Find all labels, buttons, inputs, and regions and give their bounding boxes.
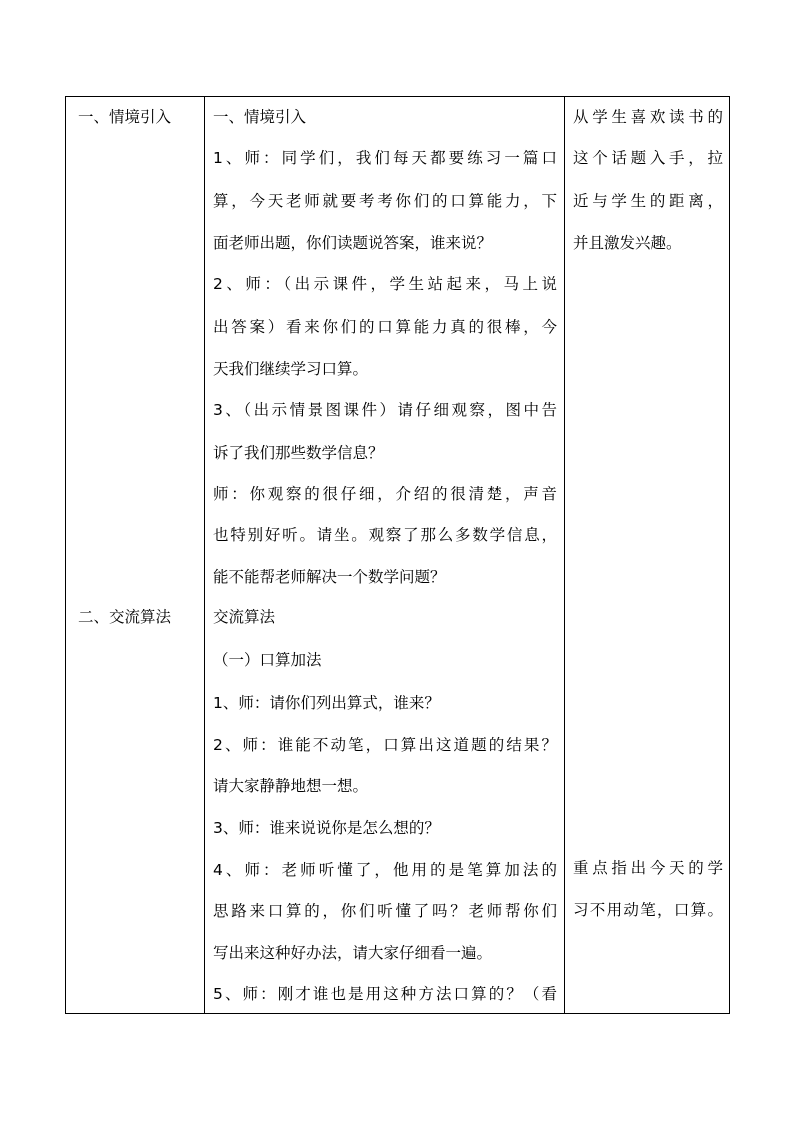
process-line: 请大家静静地想一想。 bbox=[213, 777, 369, 795]
section-label-exchange: 二、交流算法 bbox=[78, 608, 172, 626]
process-line: 诉了我们那些数学信息？ bbox=[213, 444, 384, 462]
process-line: 5、师：刚才谁也是用这种方法口算的？（看 bbox=[213, 985, 557, 1003]
process-line: 交流算法 bbox=[213, 608, 276, 626]
lesson-plan-table bbox=[65, 96, 730, 1014]
section-label-intro: 一、情境引入 bbox=[78, 108, 172, 126]
process-line: （一）口算加法 bbox=[213, 651, 322, 669]
intent-line: 并且激发兴趣。 bbox=[573, 234, 682, 252]
process-line: 算，今天老师就要考考你们的口算能力，下 bbox=[213, 192, 557, 210]
process-line: 一、情境引入 bbox=[213, 108, 307, 126]
process-line: 2、师：（出示课件，学生站起来，马上说 bbox=[213, 275, 557, 293]
process-line: 出答案）看来你们的口算能力真的很棒，今 bbox=[213, 318, 557, 336]
design-intent-column bbox=[565, 97, 730, 1014]
process-line: 师：你观察的很仔细，介绍的很清楚，声音 bbox=[213, 485, 557, 503]
process-line: 3、师：谁来说说你是怎么想的？ bbox=[213, 819, 440, 837]
process-line: 也特别好听。请坐。观察了那么多数学信息， bbox=[213, 526, 557, 544]
process-line: 面老师出题，你们读题说答案，谁来说？ bbox=[213, 234, 493, 252]
table-row bbox=[66, 97, 730, 1014]
process-line: 3、（出示情景图课件）请仔细观察，图中告 bbox=[213, 401, 557, 419]
teaching-process-column bbox=[205, 97, 565, 1014]
intent-line: 重点指出今天的学 bbox=[573, 859, 723, 877]
process-line: 1、师：请你们列出算式，谁来？ bbox=[213, 694, 440, 712]
intent-line: 从学生喜欢读书的 bbox=[573, 108, 723, 126]
intent-line: 习不用动笔，口算。 bbox=[573, 901, 723, 919]
process-line: 能不能帮老师解决一个数学问题？ bbox=[213, 568, 446, 586]
process-line: 天我们继续学习口算。 bbox=[213, 360, 369, 378]
process-line: 思路来口算的，你们听懂了吗？老师帮你们 bbox=[213, 902, 557, 920]
process-line: 1、师：同学们，我们每天都要练习一篇口 bbox=[213, 149, 557, 167]
intent-line: 近与学生的距离， bbox=[573, 192, 723, 210]
intent-line: 这个话题入手，拉 bbox=[573, 149, 723, 167]
section-column bbox=[66, 97, 205, 1014]
process-line: 写出来这种好办法，请大家仔细看一遍。 bbox=[213, 944, 493, 962]
process-line: 2、师：谁能不动笔，口算出这道题的结果？ bbox=[213, 736, 557, 754]
process-line: 4、师：老师听懂了，他用的是笔算加法的 bbox=[213, 861, 557, 879]
